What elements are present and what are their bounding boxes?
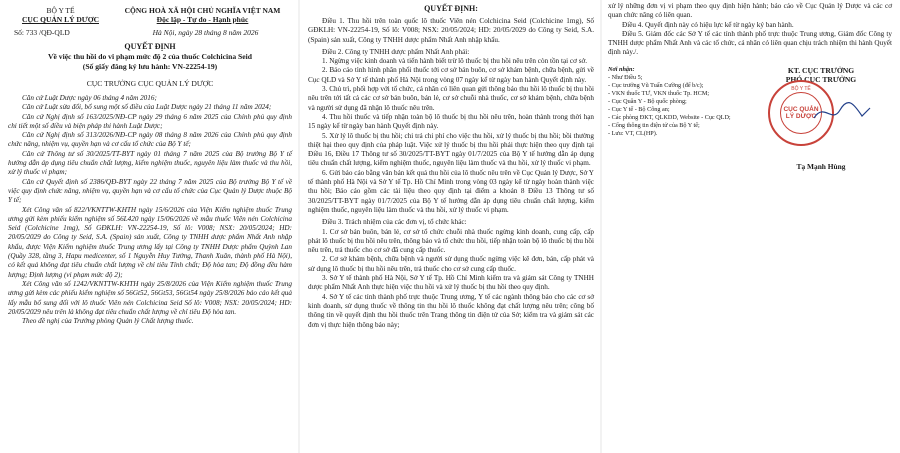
recipient-item: - VKN thuốc TƯ, VKN thuốc Tp. HCM; bbox=[608, 89, 710, 97]
article-2-item: 2. Báo cáo tình hình phân phối thuốc tới cơ sở bán buôn, cơ sở khám bệnh, chữa bệnh, gửi về Cục QLD và Sở Y tế thành phố Hà Nội trong vòng 07 ngày kể từ ngày ban hành Quyết định này. bbox=[308, 66, 594, 84]
doc-number: Số: 733 /QĐ-QLD bbox=[14, 28, 70, 37]
preamble-paragraph: Xét Công văn số 822/VKNTTW-KHTH ngày 15/6/2026 của Viện Kiểm nghiệm thuốc Trung ương gửi kèm phiếu kiểm nghiệm số 56L420 ngày 15/06/2026 về mẫu thuốc Viên nén Colchicina Seid (Colchicine 1mg), Số GĐKLH: VN-22254-19, Số lô: V008; NSX: 20/05/2024; HD: 20/05/2029 do Công ty Seid, S.A. (Spain) sản xuất, Công ty TNHH dược phẩm Nhất Anh nhập khẩu, được Viện Kiểm nghiệm thuốc Trung ương lấy tại Công ty TNHH Dược phẩm Quỳnh Lan (Quầy 328, tầng 3, Hapu medicenter, số 1 Nguyễn Huy Tưởng, Thanh Xuân, thành phố Hà Nội), có kết quả không đạt tiêu chuẩn chất lượng về chỉ tiêu Tính chất; Độ hòa tan; Độ đồng đều hàm lượng; Định lượng (vi phạm mức độ 2); bbox=[8, 205, 292, 279]
recipients-block bbox=[608, 66, 750, 138]
seal-ring-text: BỘ Y TẾ bbox=[791, 85, 811, 92]
preamble-paragraph: Căn cứ Nghị định số 313/2026/NĐ-CP ngày 08 tháng 8 năm 2026 của Chính phủ quy định chức năng, nhiệm vụ, quyền hạn và cơ cấu tổ chức của Bộ Y tế; bbox=[8, 131, 292, 149]
signature-area bbox=[608, 65, 892, 171]
article-3: Điều 3. Trách nhiệm của các đơn vị, tổ chức khác: bbox=[322, 218, 467, 227]
article-3-continuation: xử lý những đơn vị vi phạm theo quy định hiện hành; báo cáo về Cục Quản lý Dược và các cơ quan chức năng có liên quan. bbox=[608, 2, 892, 20]
country-name: CỘNG HOÀ XÃ HỘI CHỦ NGHĨA VIỆT NAM bbox=[124, 6, 281, 15]
doc-title-line2: (Số giấy đăng ký lưu hành: VN-22254-19) bbox=[82, 62, 218, 71]
seal-center-text: CỤC QUẢN LÝ DƯỢC bbox=[780, 92, 822, 134]
signer-block bbox=[750, 65, 892, 171]
article-3-item: 2. Cơ sở khám bệnh, chữa bệnh và người sử dụng thuốc ngừng việc kê đơn, bán, cấp phát và sử dụng lô thuốc bị thu hồi nêu trên, trả thuốc cho cơ sở cung cấp thuốc. bbox=[308, 255, 594, 273]
recipient-item: - Các phòng ĐKT, QLKDD, Website - Cục QLD; bbox=[608, 113, 731, 121]
article-2: Điều 2. Công ty TNHH dược phẩm Nhất Anh phải: bbox=[322, 47, 470, 56]
recipient-item: - Cục Quân Y - Bộ quốc phòng; bbox=[608, 97, 687, 105]
article-3-item: 3. Sở Y tế thành phố Hà Nội, Sở Y tế Tp. Hồ Chí Minh kiểm tra và giám sát Công ty TNHH dược phẩm Nhất Anh thực hiện việc thu hồi và xử lý thuốc bị thu hồi theo quy định. bbox=[308, 274, 594, 292]
signer-line-2: PHÓ CỤC TRƯỞNG bbox=[785, 75, 857, 85]
signer-line-1: KT. CỤC TRƯỞNG bbox=[787, 65, 855, 75]
place-date: Hà Nội, ngày 28 tháng 8 năm 2026 bbox=[152, 28, 259, 37]
recipient-item: - Như Điều 5; bbox=[608, 73, 643, 81]
motto: Độc lập - Tự do - Hạnh phúc bbox=[156, 15, 249, 24]
preamble-paragraph: Theo đề nghị của Trưởng phòng Quản lý Chất lượng thuốc. bbox=[22, 317, 194, 326]
preamble-paragraph: Căn cứ Luật Dược ngày 06 tháng 4 năm 2016; bbox=[22, 94, 157, 102]
recipients-title: Nơi nhận: bbox=[608, 65, 635, 73]
article-1: Điều 1. Thu hồi trên toàn quốc lô thuốc Viên nén Colchicina Seid (Colchicine 1mg), Số GĐKLH: VN-22254-19, Số lô: V008; NSX: 20/05/2024; HD: 20/05/2029 do Công ty Seid, S.A. (Spain) sản xuất, Công ty TNHH dược phẩm Nhất Anh nhập khẩu. bbox=[308, 17, 594, 44]
article-2-item: 5. Xử lý lô thuốc bị thu hồi; chi trả chi phí cho việc thu hồi, xử lý thuốc bị thu hồi; bồi thường thiệt hại theo quy định của pháp luật. Việc xử lý thuốc bị thu hồi phải thực hiện theo quy định tại Điều 16, Điều 17 Thông tư số 30/2025/TT-BYT ngày 01/7/2025 của Bộ Y tế hướng dẫn áp dụng tiêu chuẩn chất lượng, kiểm nghiệm thuốc, nguyên liệu làm thuốc và thu hồi, xử lý thuốc vi phạm. bbox=[308, 131, 594, 168]
recipient-item: - Lưu: VT, CL(HP). bbox=[608, 129, 658, 137]
preamble-paragraph: Căn cứ Luật sửa đổi, bổ sung một số điều của Luật Dược ngày 21 tháng 11 năm 2024; bbox=[22, 103, 272, 112]
preamble-paragraph: Căn cứ Quyết định số 2386/QĐ-BYT ngày 22 tháng 7 năm 2025 của Bộ trưởng Bộ Y tế về việc quy định chức năng, nhiệm vụ, quyền hạn và cơ cấu tổ chức của Cục Quản lý Dược thuộc Bộ Y tế; bbox=[8, 177, 292, 205]
doc-type: QUYẾT ĐỊNH bbox=[124, 42, 176, 51]
recipient-item: - Cục Y tế - Bộ Công an; bbox=[608, 105, 670, 113]
signature-scribble bbox=[812, 100, 872, 126]
article-2-item: 3. Chủ trì, phối hợp với tổ chức, cá nhân có liên quan gửi thông báo thu hồi lô thuốc bị thu hồi nêu trên tới tất cả các cơ sở bán buôn, bán lẻ, cơ sở chuỗi nhà thuốc, cơ sở khám bệnh, chữa bệnh và người sử dụng đã nhận lô thuốc nêu trên. bbox=[308, 85, 594, 112]
preamble bbox=[8, 94, 292, 326]
preamble-paragraph: Căn cứ Thông tư số 30/2025/TT-BYT ngày 01 tháng 7 năm 2025 của Bộ trưởng Bộ Y tế hướng dẫn áp dụng tiêu chuẩn chất lượng, kiểm nghiệm thuốc, nguyên liệu làm thuốc và thu hồi, xử lý thuốc vi phạm; bbox=[8, 149, 292, 177]
article-3-item: 1. Cơ sở bán buôn, bán lẻ, cơ sở tổ chức chuỗi nhà thuốc ngừng kinh doanh, cung cấp, cấp phát lô thuốc bị thu hồi nêu trên, thông báo và tổ chức thu hồi, tiếp nhận toàn bộ lô thuốc bị thu hồi nêu trên, trả thuốc cho cơ sở đã cung cấp thuốc. bbox=[308, 227, 594, 255]
doc-title-line1: Về việc thu hồi do vi phạm mức độ 2 của thuốc Colchicina Seid bbox=[48, 52, 252, 61]
article-5: Điều 5. Giám đốc các Sở Y tế các tỉnh thành phố trực thuộc Trung ương, Giám đốc Công ty TNHH dược phẩm Nhất Anh và các tổ chức, cá nhân có liên quan chịu trách nhiệm thi hành Quyết định này./. bbox=[608, 29, 892, 57]
article-4: Điều 4. Quyết định này có hiệu lực kể từ ngày ký ban hành. bbox=[622, 20, 794, 29]
preamble-paragraph: Xét Công văn số 1242/VKNTTW-KHTH ngày 25/8/2026 của Viện Kiểm nghiệm thuốc Trung ương gửi kèm các phiếu kiểm nghiệm số 56Gt52, 56Gt53, 56Gt54 ngày 25/8/2026 báo cáo kết quả lấy mẫu bổ sung đối với lô thuốc Viên nén Colchicina Seid Số lô: V008; NSX: 20/05/2024; HD: 20/05/2029 nêu trên là không đạt tiêu chuẩn chất lượng về chỉ tiêu Độ hòa tan. bbox=[8, 279, 292, 316]
document-page-2 bbox=[300, 0, 600, 453]
document-header bbox=[8, 6, 292, 24]
article-3-item: 4. Sở Y tế các tỉnh thành phố trực thuộc Trung ương, Y tế các ngành thông báo cho các cơ sở kinh doanh, sử dụng thuốc về thông tin thu hồi lô thuốc không đạt chất lượng nêu trên; công bố thông tin về quyết định thu hồi thuốc trên Trang thông tin điện tử của Sở; kiểm tra và giám sát các đơn vị thực hiện thông báo này; bbox=[308, 292, 594, 329]
decision-heading: QUYẾT ĐỊNH: bbox=[424, 4, 478, 13]
article-2-item: 6. Gửi báo cáo bằng văn bản kết quả thu hồi của lô thuốc nêu trên về Cục Quản lý Dược, Sở Y tế thành phố Hà Nội và Sở Y tế Tp. Hồ Chí Minh trong vòng 03 ngày kể từ ngày hoàn thành việc thu hồi; Báo cáo gồm các tài liệu theo quy định tại điểm a khoản 8 Điều 13 Thông tư số 30/2025/TT-BYT ngày 01/7/2025 của Bộ Y tế hướng dẫn áp dụng tiêu chuẩn chất lượng, kiểm nghiệm thuốc, nguyên liệu làm thuốc và thu hồi, xử lý thuốc vi phạm. bbox=[308, 168, 594, 214]
preamble-paragraph: Căn cứ Nghị định số 163/2025/NĐ-CP ngày 29 tháng 6 năm 2025 của Chính phủ quy định chi tiết một số điều và biện pháp thi hành Luật Dược; bbox=[8, 112, 292, 130]
recipient-item: - Cổng thông tin điện tử của Bộ Y tế; bbox=[608, 121, 700, 129]
document-page-3 bbox=[602, 0, 900, 453]
article-2-item: 1. Ngừng việc kinh doanh và tiến hành biết trừ lô thuốc bị thu hồi nêu trên còn tồn tại cơ sở. bbox=[322, 57, 588, 66]
recipient-item: - Cục trưởng Vũ Tuấn Cường (để b/c); bbox=[608, 81, 704, 89]
document-page-1 bbox=[0, 0, 298, 453]
agency-parent: BỘ Y TẾ bbox=[46, 6, 75, 15]
agency-name: CỤC QUẢN LÝ DƯỢC bbox=[21, 15, 99, 24]
signer-authority: CỤC TRƯỞNG CỤC QUẢN LÝ DƯỢC bbox=[86, 79, 214, 88]
signer-name: Tạ Mạnh Hùng bbox=[796, 161, 846, 171]
article-2-item: 4. Thu hồi thuốc và tiếp nhận toàn bộ lô thuốc bị thu hồi nêu trên, hoàn thành trong thời hạn 15 ngày kể từ ngày ban hành Quyết định này. bbox=[308, 112, 594, 131]
